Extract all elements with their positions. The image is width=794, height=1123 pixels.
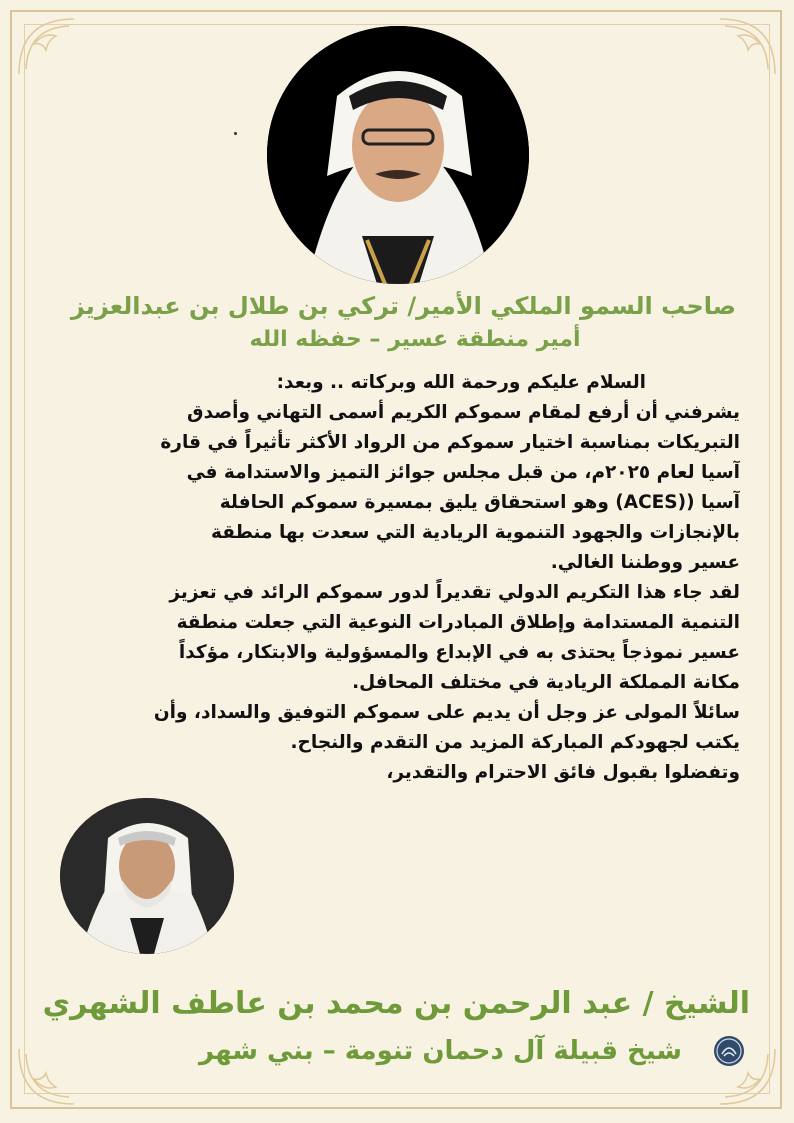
sheikh-portrait (60, 798, 234, 954)
sender-name: الشيخ / عبد الرحمن بن محمد بن عاطف الشهري (42, 986, 750, 1021)
sender-position: شيخ قبيلة آل دحمان تنومة – بني شهر (199, 1036, 682, 1066)
letter-body (72, 368, 740, 788)
body-line: آسيا ((ACES) وهو استحقاق يليق بمسيرة سموكم الحافلة (219, 492, 740, 513)
stray-mark (234, 132, 237, 135)
closing-line: وتفضلوا بقبول فائق الاحترام والتقدير، (386, 762, 740, 783)
addressee-title: صاحب السمو الملكي الأمير/ تركي بن طلال بن عبدالعزيز (70, 292, 736, 320)
emblem-icon (712, 1034, 746, 1068)
body-line: آسيا لعام ٢٠٢٥م، من قبل مجلس جوائز التميز والاستدامة في (186, 462, 740, 483)
prince-portrait (267, 26, 529, 284)
body-line: لقد جاء هذا التكريم الدولي تقديراً لدور سموكم الرائد في تعزيز (169, 582, 740, 603)
body-line: سائلاً المولى عز وجل أن يديم على سموكم التوفيق والسداد، وأن (153, 702, 740, 723)
body-line: عسير ووطننا الغالي. (550, 552, 740, 573)
body-line: بالإنجازات والجهود التنموية الريادية التي سعدت بها منطقة (210, 522, 740, 543)
addressee-subtitle: أمير منطقة عسير – حفظه الله (249, 327, 581, 352)
body-line: مكانة المملكة الريادية في مختلف المحافل. (352, 672, 740, 693)
body-line: يشرفني أن أرفع لمقام سموكم الكريم أسمى التهاني وأصدق (187, 402, 740, 423)
body-line: يكتب لجهودكم المباركة المزيد من التقدم والنجاح. (290, 732, 740, 753)
corner-ornament-icon (14, 1039, 84, 1109)
body-line: التنمية المستدامة وإطلاق المبادرات النوعية التي جعلت منطقة (176, 612, 740, 633)
greeting-line: السلام عليكم ورحمة الله وبركاته .. وبعد: (276, 372, 646, 393)
corner-ornament-icon (710, 14, 780, 84)
corner-ornament-icon (14, 14, 84, 84)
body-line: التبريكات بمناسبة اختيار سموكم من الرواد الأكثر تأثيراً في قارة (160, 432, 740, 453)
body-line: عسير نموذجاً يحتذى به في الإبداع والمسؤولية والابتكار، مؤكداً (178, 642, 740, 663)
